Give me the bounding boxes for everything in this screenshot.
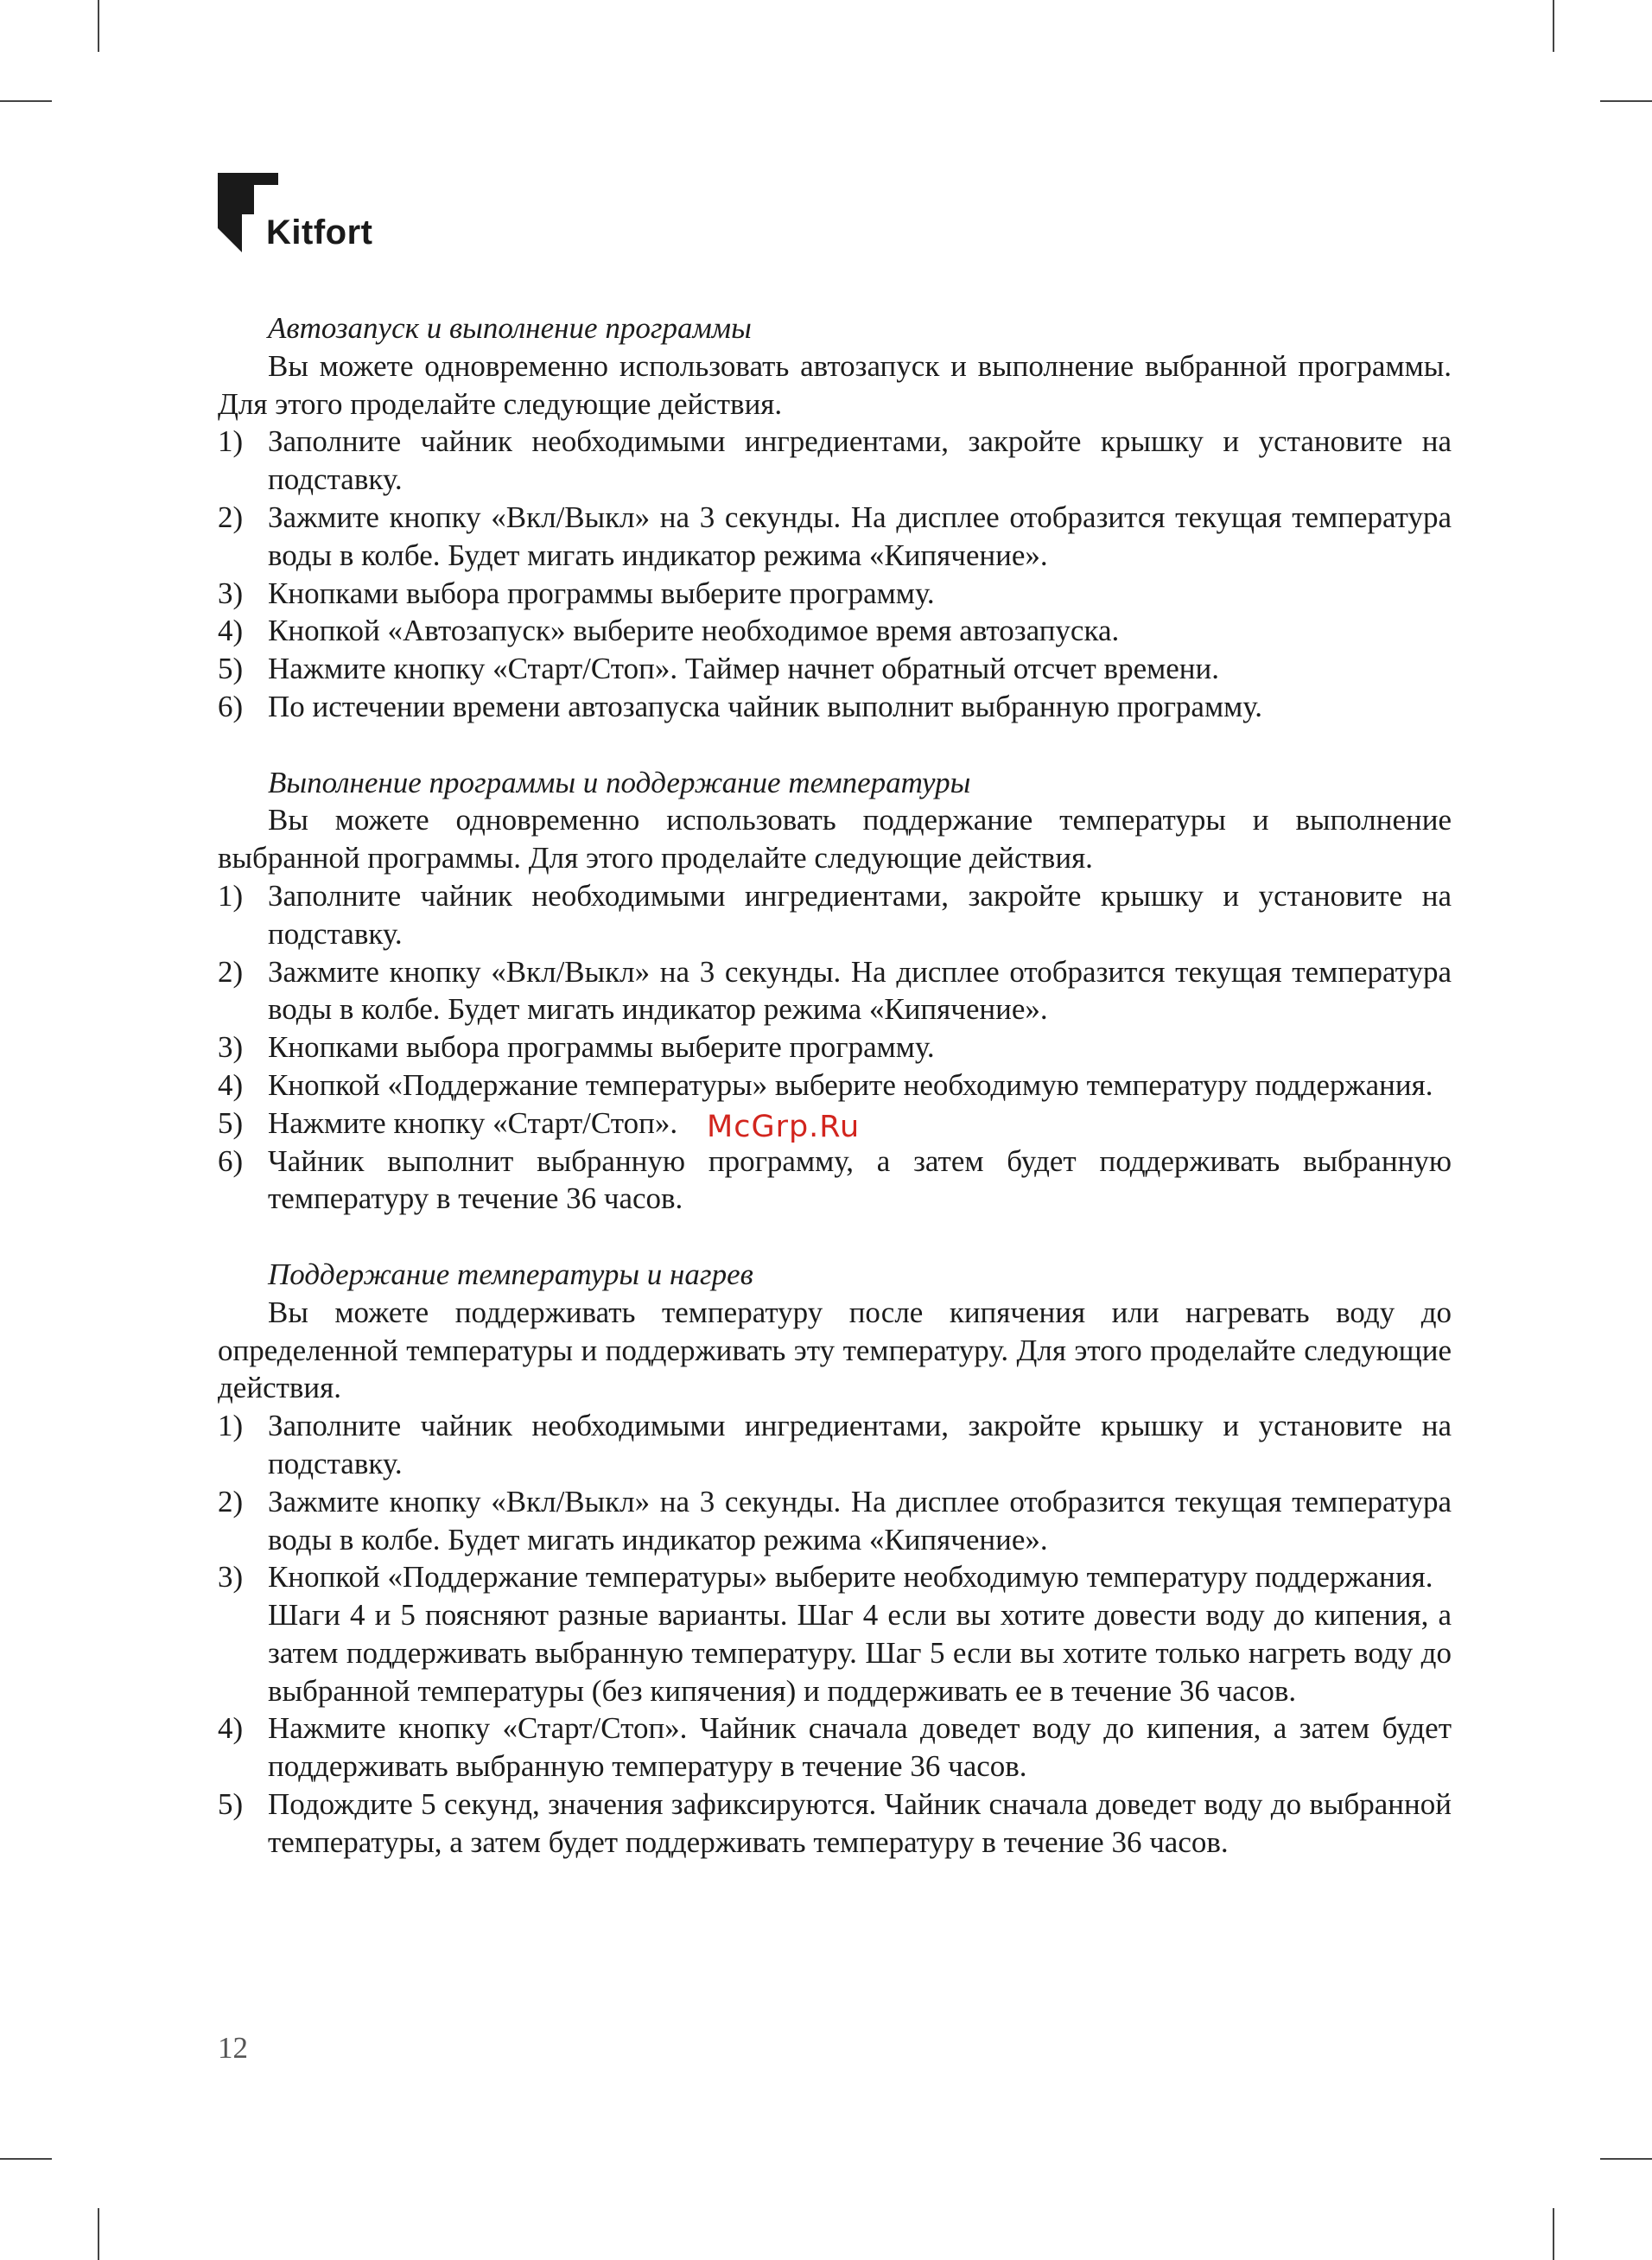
crop-mark <box>1600 2158 1652 2160</box>
list-item: 5) Нажмите кнопку «Старт/Стоп». Таймер начнет обратный отсчет времени. <box>218 652 1219 686</box>
list-item: 1) Заполните чайник необходимыми ингредиентами, закройте крышку и установите на подставку. <box>218 1409 1452 1480</box>
page-number: 12 <box>218 2031 248 2065</box>
section-intro: Вы можете поддерживать температуру после кипячения или нагревать воду до определенной температуры и поддерживать эту температуру. Для этого проделайте следующие действия. <box>218 1295 1452 1405</box>
list-item: 1) Заполните чайник необходимыми ингредиентами, закройте крышку и установите на подставку. <box>218 424 1452 497</box>
list-item: 5) Подождите 5 секунд, значения зафиксируются. Чайник сначала доведет воду до выбранной температуры, а затем будет поддерживать температуру в течение 36 часов. <box>218 1787 1452 1859</box>
crop-mark <box>1553 0 1554 52</box>
crop-mark <box>98 2208 99 2260</box>
list-item: 3) Кнопками выбора программы выберите программу. <box>218 1030 935 1065</box>
section-title: Выполнение программы и поддержание температуры <box>268 765 971 799</box>
section-title: Автозапуск и выполнение программы <box>268 311 752 345</box>
list-item: 6) По истечении времени автозапуска чайник выполнит выбранную программу. <box>218 689 1263 723</box>
crop-mark <box>98 0 99 52</box>
steps-list <box>218 1407 1452 1862</box>
watermark: McGrp.Ru <box>707 1110 861 1144</box>
steps-list <box>218 423 1452 725</box>
list-item: 2) Зажмите кнопку «Вкл/Выкл» на 3 секунды. На дисплее отобразится текущая температура воды в колбе. Будет мигать индикатор режима «Кипячение». <box>218 954 1452 1027</box>
list-item: 4) Нажмите кнопку «Старт/Стоп». Чайник сначала доведет воду до кипения, а затем будет поддерживать выбранную температуру в течение 36 часов. <box>218 1711 1452 1784</box>
list-item: 4) Кнопкой «Автозапуск» выберите необходимое время автозапуска. <box>218 614 1120 648</box>
list-item: 1) Заполните чайник необходимыми ингредиентами, закройте крышку и установите на подставку. <box>218 878 1452 951</box>
brand-logo <box>218 173 391 259</box>
step-note: Шаги 4 и 5 поясняют разные варианты. Шаг 4 если вы хотите довести воду до кипения, а затем поддерживать выбранную температуру. Шаг 5 если вы хотите только нагреть воду до выбранной температуры (без кипячения) и поддерживать ее в течение 36 часов. <box>268 1598 1452 1708</box>
list-item: 2) Зажмите кнопку «Вкл/Выкл» на 3 секунды. На дисплее отобразится текущая температура воды в колбе. Будет мигать индикатор режима «Кипячение». <box>218 1484 1452 1557</box>
page-content <box>218 309 1452 1862</box>
list-item: 3) Кнопками выбора программы выберите программу. <box>218 576 935 610</box>
section-title: Поддержание температуры и нагрев <box>268 1257 753 1291</box>
crop-mark <box>0 2158 52 2160</box>
list-item: 6) Чайник выполнит выбранную программу, а затем будет поддерживать выбранную температуру в течение 36 часов. <box>218 1143 1452 1216</box>
list-item: 2) Зажмите кнопку «Вкл/Выкл» на 3 секунды. На дисплее отобразится текущая температура воды в колбе. Будет мигать индикатор режима «Кипячение». <box>218 500 1452 572</box>
steps-list <box>218 877 1452 1218</box>
list-item: 3) Кнопкой «Поддержание температуры» выберите необходимую температуру поддержания. Шаги 4 и 5 поясняют разные варианты. Шаг 4 если вы хотите довести воду до кипения, а затем поддерживать выбранную температуру. Шаг 5 если вы хотите только нагреть воду до выбранной температуры (без кипячения) и поддерживать ее в течение 36 часов. <box>218 1558 1452 1709</box>
section-intro: Вы можете одновременно использовать поддержание температуры и выполнение выбранной программы. Для этого проделайте следующие действия. <box>218 803 1452 875</box>
crop-mark <box>1553 2208 1554 2260</box>
crop-mark <box>0 100 52 102</box>
list-item: 4) Кнопкой «Поддержание температуры» выберите необходимую температуру поддержания. <box>218 1067 1433 1102</box>
brand-name: Kitfort <box>266 213 373 251</box>
list-item: 5) Нажмите кнопку «Старт/Стоп». <box>218 1105 678 1140</box>
crop-mark <box>1600 100 1652 102</box>
section-intro: Вы можете одновременно использовать автозапуск и выполнение выбранной программы. Для этого проделайте следующие действия. <box>218 348 1452 421</box>
